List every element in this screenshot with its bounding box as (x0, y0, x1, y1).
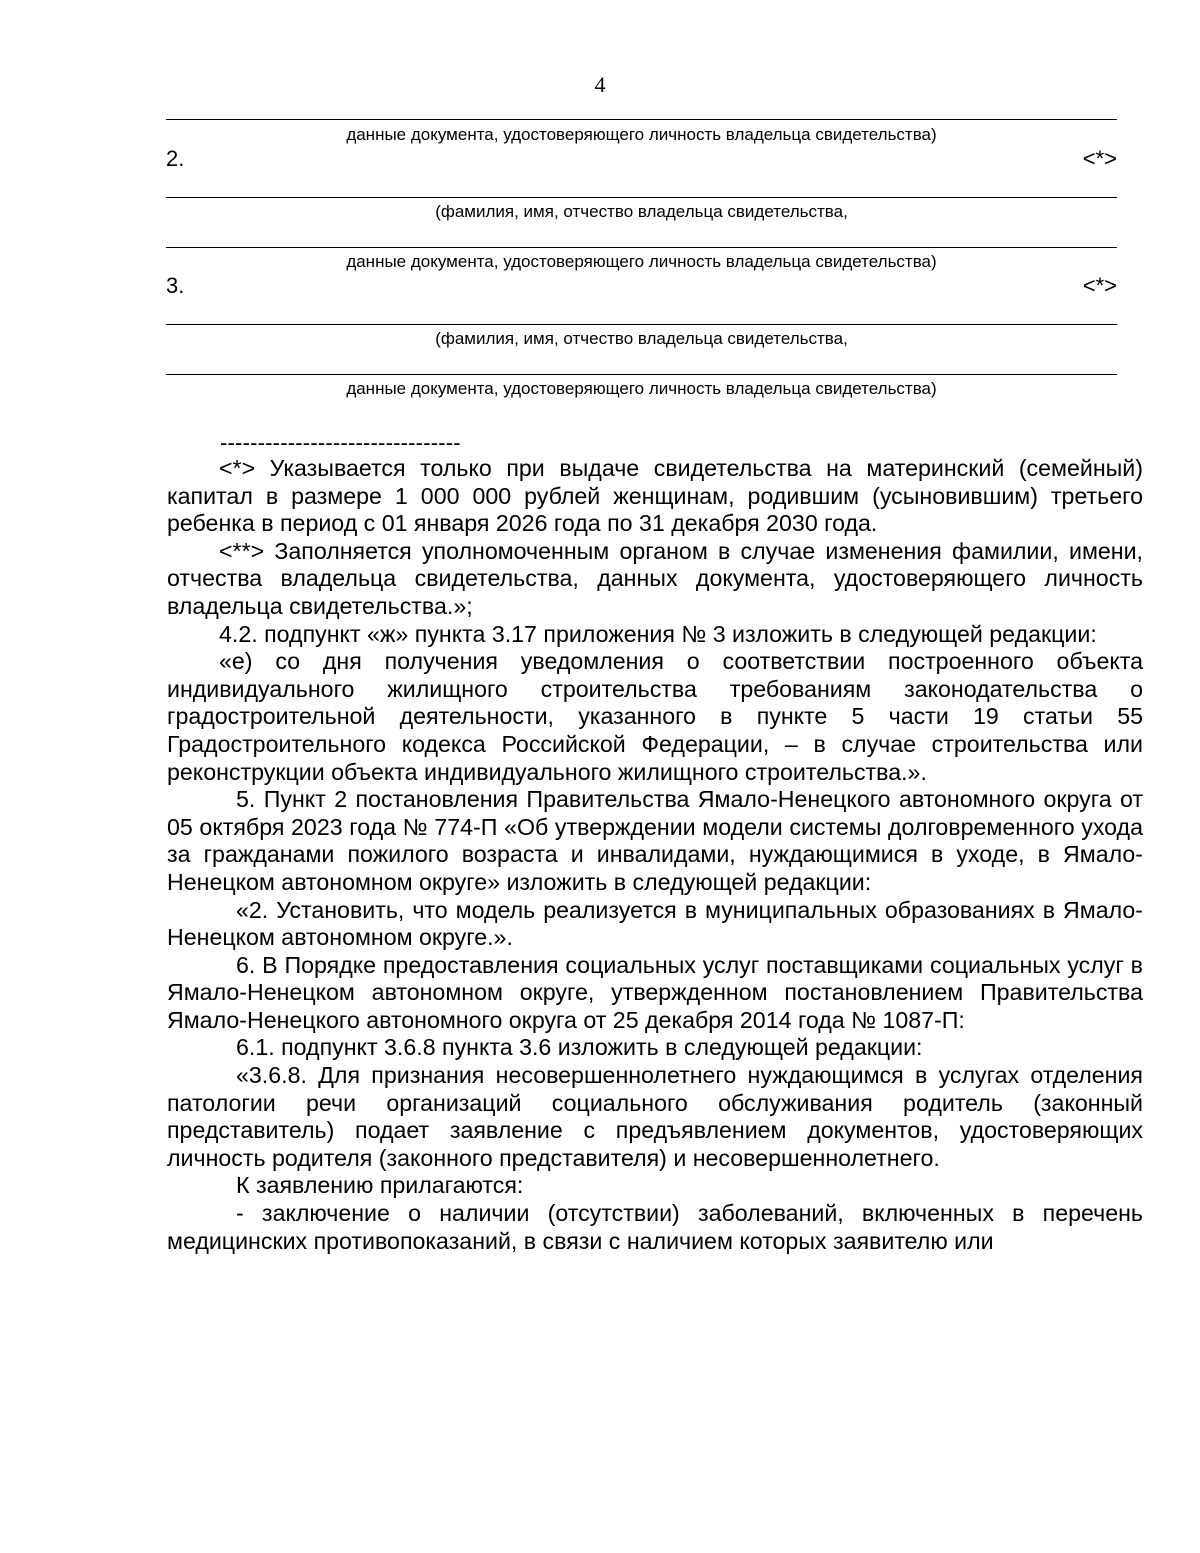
name-caption: (фамилия, имя, отчество владельца свидетельства, (435, 329, 848, 348)
footnote-separator: -------------------------------- (220, 430, 461, 455)
paragraph-quote-3-6-8: «3.6.8. Для признания несовершеннолетнего нуждающимся в услугах отделения патологии речи организаций социального обслуживания родитель (законный представитель) подает заявление с предъявлением документов, удостоверяющих личность родителя (законного представителя) и несовершеннолетнего. (167, 1062, 1143, 1171)
paragraph-6: 6. В Порядке предоставления социальных услуг поставщиками социальных услуг в Ямало-Ненецком автономном округе, утвержденном постановлением Правительства Ямало-Ненецкого автономного округа от 25 декабря 2014 года № 1087-П: (167, 951, 1143, 1033)
document-data-caption: данные документа, удостоверяющего личность владельца свидетельства) (346, 379, 937, 398)
signature-line (166, 324, 1117, 325)
footnote-mark: <*> (1082, 146, 1117, 171)
document-data-caption: данные документа, удостоверяющего личность владельца свидетельства) (346, 125, 937, 144)
footnote-double-star: <**> Заполняется уполномоченным органом в случае изменения фамилии, имени, отчества владельца свидетельства, данных документа, удостоверяющего личность владельца свидетельства.»; (167, 537, 1143, 619)
document-data-caption: данные документа, удостоверяющего личность владельца свидетельства) (346, 252, 937, 271)
paragraph-6-1: 6.1. подпункт 3.6.8 пункта 3.6 изложить в следующей редакции: (236, 1034, 923, 1061)
signature-line (166, 197, 1117, 198)
signature-line (166, 374, 1117, 375)
paragraph-conclusion-item: - заключение о наличии (отсутствии) заболеваний, включенных в перечень медицинских противопоказаний, в связи с наличием которых заявителю или (167, 1200, 1143, 1254)
page-number: 4 (594, 72, 606, 97)
signature-line (166, 247, 1117, 248)
footnote-mark: <*> (1082, 273, 1117, 298)
paragraph-quote-e: «е) со дня получения уведомления о соответствии построенного объекта индивидуального жилищного строительства требованиям законодательства о градостроительной деятельности, указанного в пункте 5 части 19 статьи 55 Градостроительного кодекса Российской Федерации, – в случае строительства или реконструкции объекта индивидуального жилищного строительства.». (167, 648, 1143, 785)
paragraph-5: 5. Пункт 2 постановления Правительства Ямало-Ненецкого автономного округа от 05 октября 2023 года № 774-П «Об утверждении модели системы долговременного ухода за гражданами пожилого возраста и инвалидами, нуждающимися в уходе, в Ямало-Ненецком автономном округе» изложить в следующей редакции: (167, 786, 1143, 895)
footnote-single-star: <*> Указывается только при выдаче свидетельства на материнский (семейный) капитал в размере 1 000 000 рублей женщинам, родившим (усыновившим) третьего ребенка в период с 01 января 2026 года по 31 декабря 2030 года. (167, 455, 1143, 537)
entry-number: 2. (166, 146, 185, 171)
paragraph-4-2: 4.2. подпункт «ж» пункта 3.17 приложения № 3 изложить в следующей редакции: (219, 620, 1097, 647)
signature-line (166, 119, 1117, 120)
entry-number: 3. (166, 273, 185, 298)
paragraph-quote-2: «2. Установить, что модель реализуется в муниципальных образованиях в Ямало-Ненецком автономном округе.». (167, 896, 1143, 951)
paragraph-attachments: К заявлению прилагаются: (236, 1172, 524, 1199)
document-body (167, 455, 1143, 1255)
name-caption: (фамилия, имя, отчество владельца свидетельства, (435, 202, 848, 221)
